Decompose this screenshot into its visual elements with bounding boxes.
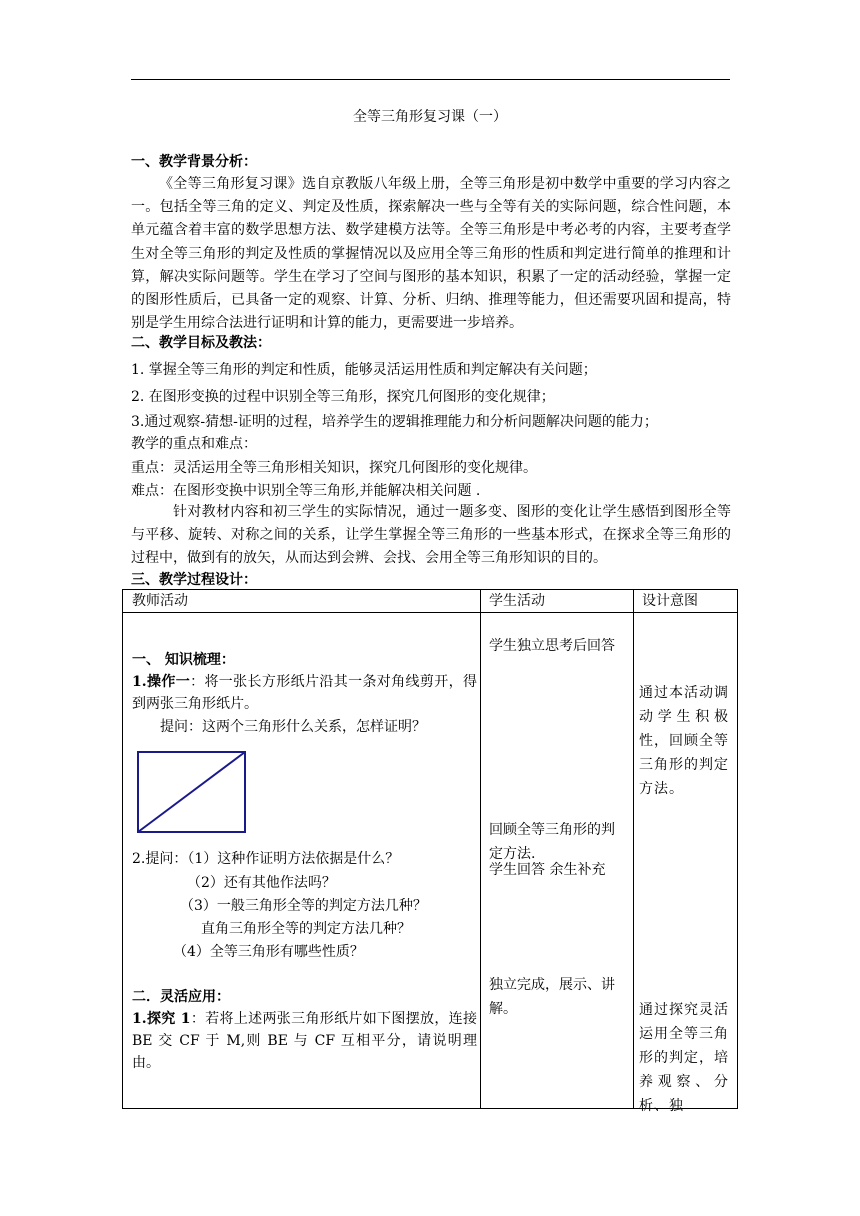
- section-heading-goals: 二、教学目标及教法：: [131, 335, 271, 351]
- difficulty-point: 难点：在图形变换中识别全等三角形,并能解决相关问题 .: [131, 483, 481, 499]
- exploration-1-text: ：若将上述两张三角形纸片如下图摆放，连接 BE 交 CF 于 M,则 BE 与 CF 互相平分，请说明理由。: [132, 1011, 478, 1071]
- header-rule: [131, 79, 730, 80]
- key-point: 重点：灵活运用全等三角形相关知识，探究几何图形的变化规律。: [131, 460, 537, 476]
- rectangle-diagonal: [138, 752, 245, 832]
- question-2-2: （2）还有其他作法吗？: [187, 875, 336, 891]
- exploration-1: [132, 1008, 477, 1074]
- column-divider-1: [480, 590, 481, 1108]
- operation-1: [132, 671, 477, 715]
- student-answer-2: 回顾全等三角形的判定方法.: [489, 822, 615, 862]
- operation-1-text: ：将一张长方形纸片沿其一条对角线剪开，得到两张三角形纸片。: [132, 674, 477, 712]
- goal-item-2: 2. 在图形变换的过程中识别全等三角形，探究几何图形的变化规律；: [131, 389, 555, 405]
- knowledge-heading: 一、 知识梳理：: [132, 652, 235, 668]
- question-2-5: （4）全等三角形有哪些性质？: [173, 944, 364, 960]
- keypoints-label: 教学的重点和难点：: [131, 436, 257, 452]
- question-2-1: 2.提问：（1）这种作证明方法依据是什么？: [132, 851, 400, 867]
- method-paragraph: 针对教材内容和初三学生的实际情况，通过一题多变、图形的变化让学生感悟到图形全等与平移、旋转、对称之间的关系，让学生掌握全等三角形的一些基本形式，在探求全等三角形的过程中，做到有的放矢，从而达到会辨、会找、会用全等三角形知识的目的。: [131, 504, 731, 567]
- header-row-divider: [123, 612, 737, 613]
- operation-question: 提问：这两个三角形什么关系，怎样证明？: [160, 719, 426, 735]
- page-title: 全等三角形复习课（一）: [353, 109, 507, 125]
- table-header-student: 学生活动: [489, 593, 545, 609]
- goal-item-1: 1. 掌握全等三角形的判定和性质，能够灵活运用性质和判定解决有关问题；: [131, 362, 597, 378]
- operation-1-label: 1.操作一: [132, 674, 191, 690]
- rectangle-diagonal-figure: [136, 750, 248, 836]
- column-divider-2: [633, 590, 634, 1108]
- section-heading-process: 三、教学过程设计：: [131, 572, 257, 588]
- table-header-teacher: 教师活动: [132, 593, 188, 609]
- section-heading-background: 一、教学背景分析：: [131, 154, 257, 170]
- student-answer-4: 独立完成，展示、讲解。: [489, 977, 615, 1017]
- question-2-3: （3）一般三角形全等的判定方法几种？: [180, 898, 427, 914]
- student-answer-3: 学生回答 余生补充: [489, 862, 606, 878]
- background-paragraph: 《全等三角形复习课》选自京教版八年级上册，全等三角形是初中数学中重要的学习内容之一。包括全等三角的定义、判定及性质，探索解决一些与全等有关的实际问题，综合性问题，本单元蕴含着丰富的数学思想方法、数学建模方法等。全等三角形是中考必考的内容，主要考查学生对全等三角形的判定及性质的掌握情况以及应用全等三角形的性质和判定进行简单的推理和计算，解决实际问题等。学生在学习了空间与图形的基本知识，积累了一定的活动经验，掌握一定的图形性质后，已具备一定的观察、计算、分析、归纳、推理等能力，但还需要巩固和提高，特别是学生用综合法进行证明和计算的能力，更需要进一步培养。: [131, 176, 731, 332]
- design-intent-2: 通过探究灵活运用全等三角形的判定，培养观察、分析、独: [639, 1002, 729, 1114]
- student-answer-1: 学生独立思考后回答: [489, 638, 615, 654]
- exploration-1-label: 1.探究 1: [132, 1011, 191, 1027]
- process-table: [122, 589, 738, 1114]
- table-header-intent: 设计意图: [642, 593, 698, 609]
- question-2-4: 直角三角形全等的判定方法几种？: [201, 921, 411, 937]
- goal-item-3: 3.通过观察-猜想-证明的过程，培养学生的逻辑推理能力和分析问题解决问题的能力；: [131, 414, 658, 430]
- design-intent-1: 通过本活动调动学生积极性，回顾全等三角形的判定方法。: [639, 685, 729, 797]
- application-heading: 二．灵活应用：: [132, 989, 230, 1005]
